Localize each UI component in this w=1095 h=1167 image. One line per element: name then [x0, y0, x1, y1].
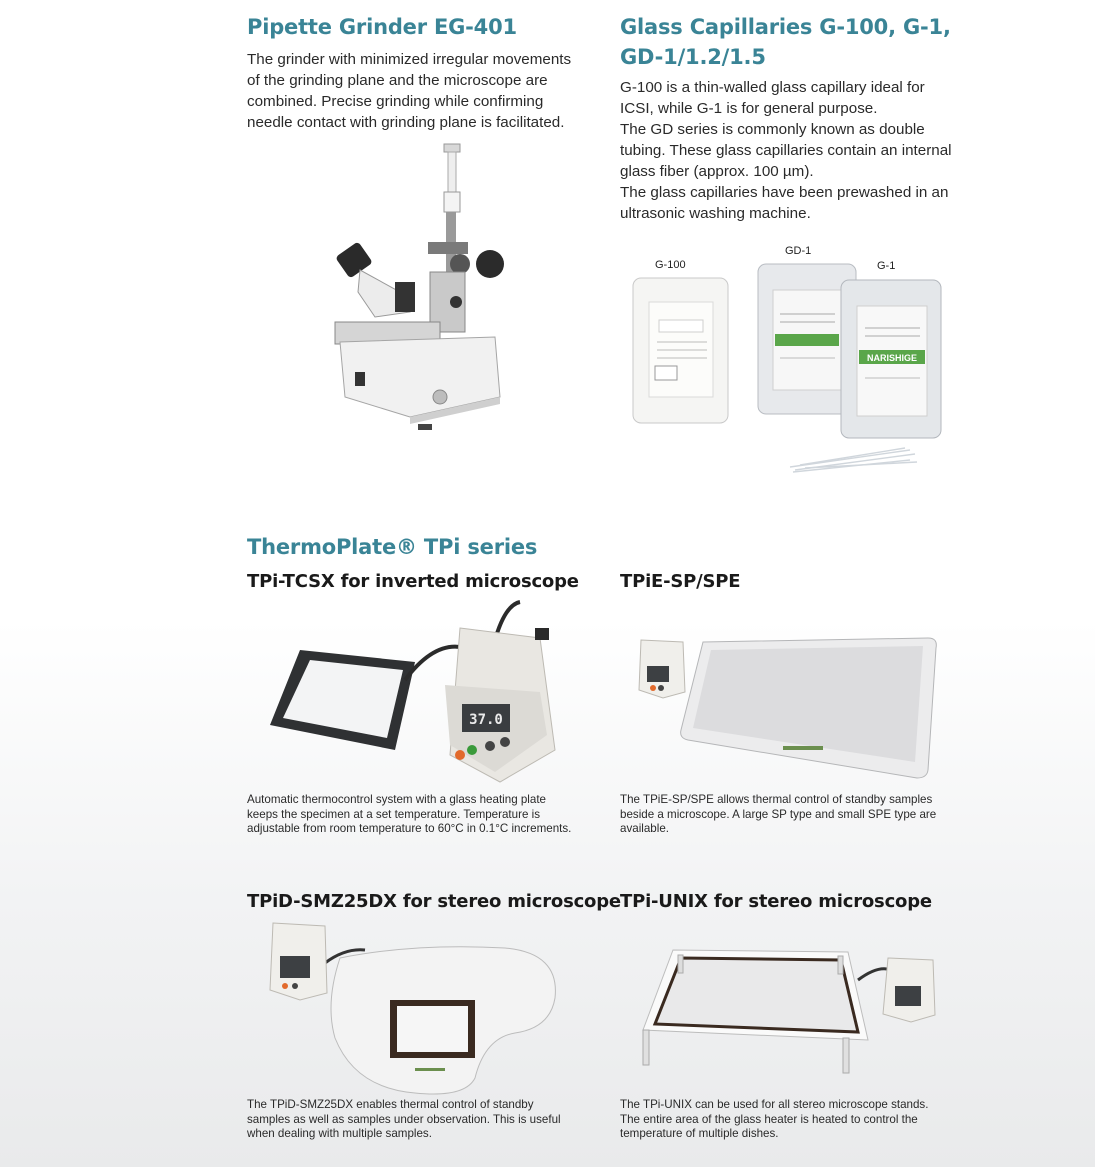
tcsx-description: Automatic thermocontrol system with a glass heating plate keeps the specimen at a set temperature. Temperature is adjustable from room temperature to 60°C in 0.1°C increments.: [247, 793, 572, 835]
tcsx-title: TPi-TCSX for inverted microscope: [247, 571, 579, 592]
smz-title: TPiD-SMZ25DX for stereo microscope: [247, 891, 621, 912]
thermoplate-series-title: ThermoPlate® TPi series: [247, 535, 538, 559]
pipette-grinder-image: [300, 142, 515, 437]
tcsx-display-readout: 37.0: [469, 712, 503, 728]
sp-title: TPiE-SP/SPE: [620, 571, 741, 592]
label-gd1: GD-1: [785, 245, 812, 257]
box-brand-g1: NARISHIGE: [866, 353, 918, 363]
unix-description: The TPi-UNIX can be used for all stereo microscope stands. The entire area of the glass heater is heated to control the temperature of multiple dishes.: [620, 1098, 929, 1140]
sp-description: The TPiE-SP/SPE allows thermal control of standby samples beside a microscope. A large SP type and small SPE type are available.: [620, 793, 937, 835]
sp-image: [633, 630, 943, 785]
tcsx-image: [265, 600, 565, 785]
grinder-title: Pipette Grinder EG-401: [247, 15, 517, 39]
unix-image: [633, 940, 943, 1080]
capillaries-title-line1: Glass Capillaries G-100, G-1,: [620, 15, 951, 39]
label-g1: G-1: [877, 260, 896, 272]
smz-description: The TPiD-SMZ25DX enables thermal control of standby samples as well as samples under observation. This is useful when dealing with multiple samples.: [247, 1098, 561, 1140]
unix-title: TPi-UNIX for stereo microscope: [620, 891, 932, 912]
glass-capillaries-image: [625, 262, 955, 477]
capillaries-para-2: The GD series is commonly known as double tubing. These glass capillaries contain an internal glass fiber (approx. 100 µm).: [620, 121, 952, 180]
capillaries-para-3: The glass capillaries have been prewashed in an ultrasonic washing machine.: [620, 184, 949, 222]
capillaries-title-line2: GD-1/1.2/1.5: [620, 45, 766, 69]
smz-image: [265, 918, 565, 1098]
grinder-description: The grinder with minimized irregular movements of the grinding plane and the microscope are combined. Precise grinding while confirming needle contact with grinding plane is facilitated.: [247, 51, 572, 131]
label-g100: G-100: [655, 259, 686, 271]
capillaries-para-1: G-100 is a thin-walled glass capillary ideal for ICSI, while G-1 is for general purpose.: [620, 79, 925, 117]
